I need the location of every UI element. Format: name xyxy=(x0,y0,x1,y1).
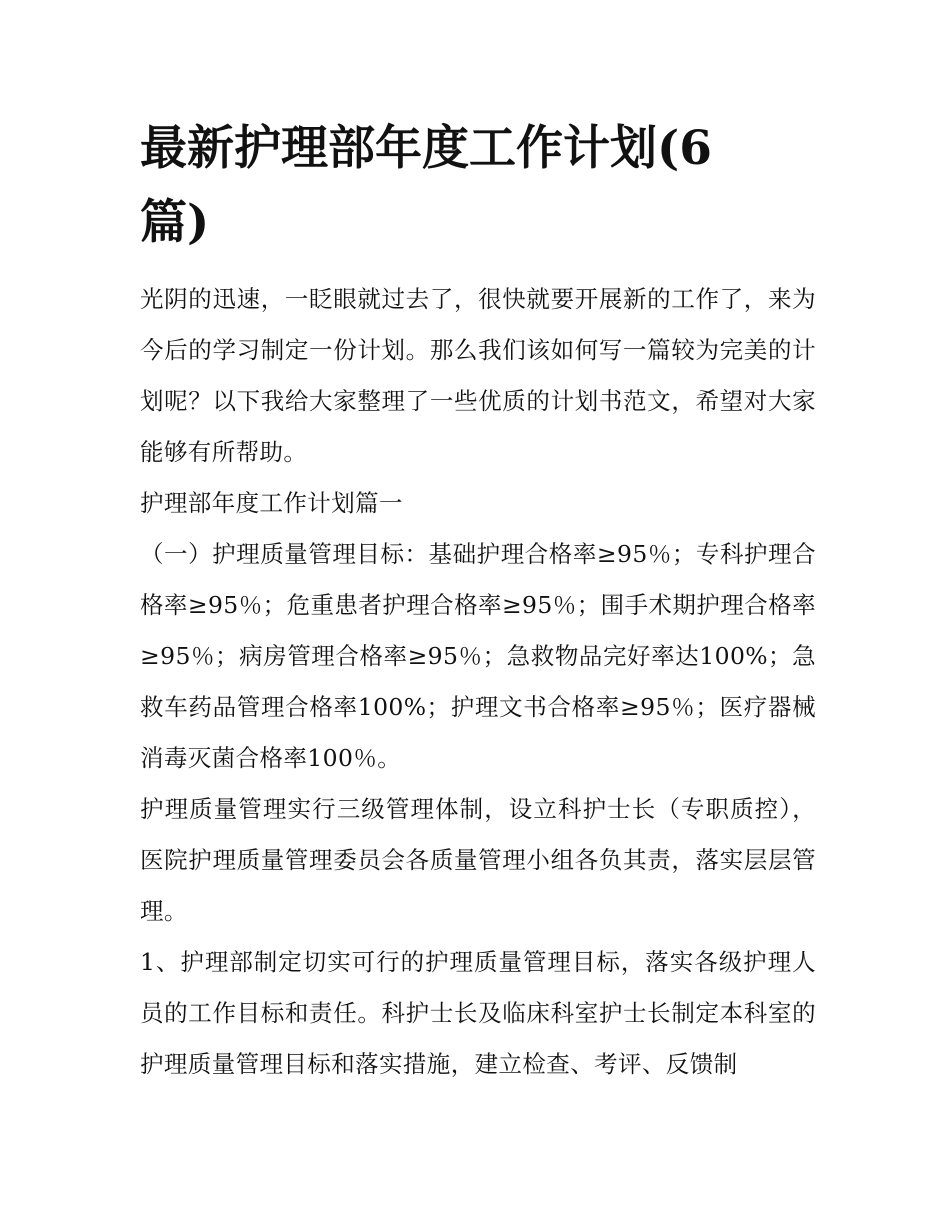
document-page xyxy=(140,112,816,1090)
paragraph-management-system: 护理质量管理实行三级管理体制，设立科护士长（专职质控），医院护理质量管理委员会各质量管理小组各负其责，落实层层管理。 xyxy=(140,795,816,925)
paragraph-intro: 光阴的迅速，一眨眼就过去了，很快就要开展新的工作了，来为今后的学习制定一份计划。那么我们该如何写一篇较为完美的计划呢？以下我给大家整理了一些优质的计划书范文，希望对大家能够有所帮助。 xyxy=(140,285,816,466)
paragraph-item-1: 1、护理部制定切实可行的护理质量管理目标，落实各级护理人员的工作目标和责任。科护士长及临床科室护士长制定本科室的护理质量管理目标和落实措施，建立检查、考评、反馈制 xyxy=(140,948,816,1078)
paragraph-quality-goals: （一）护理质量管理目标：基础护理合格率≥95％；专科护理合格率≥95％；危重患者护理合格率≥95％；围手术期护理合格率≥95％；病房管理合格率≥95％；急救物品完好率达100%；急救车药品管理合格率100%；护理文书合格率≥95％；医疗器械消毒灭菌合格率100％。 xyxy=(140,540,816,772)
section-heading: 护理部年度工作计划篇一 xyxy=(140,489,403,517)
document-title: 最新护理部年度工作计划(6篇) xyxy=(140,121,712,250)
